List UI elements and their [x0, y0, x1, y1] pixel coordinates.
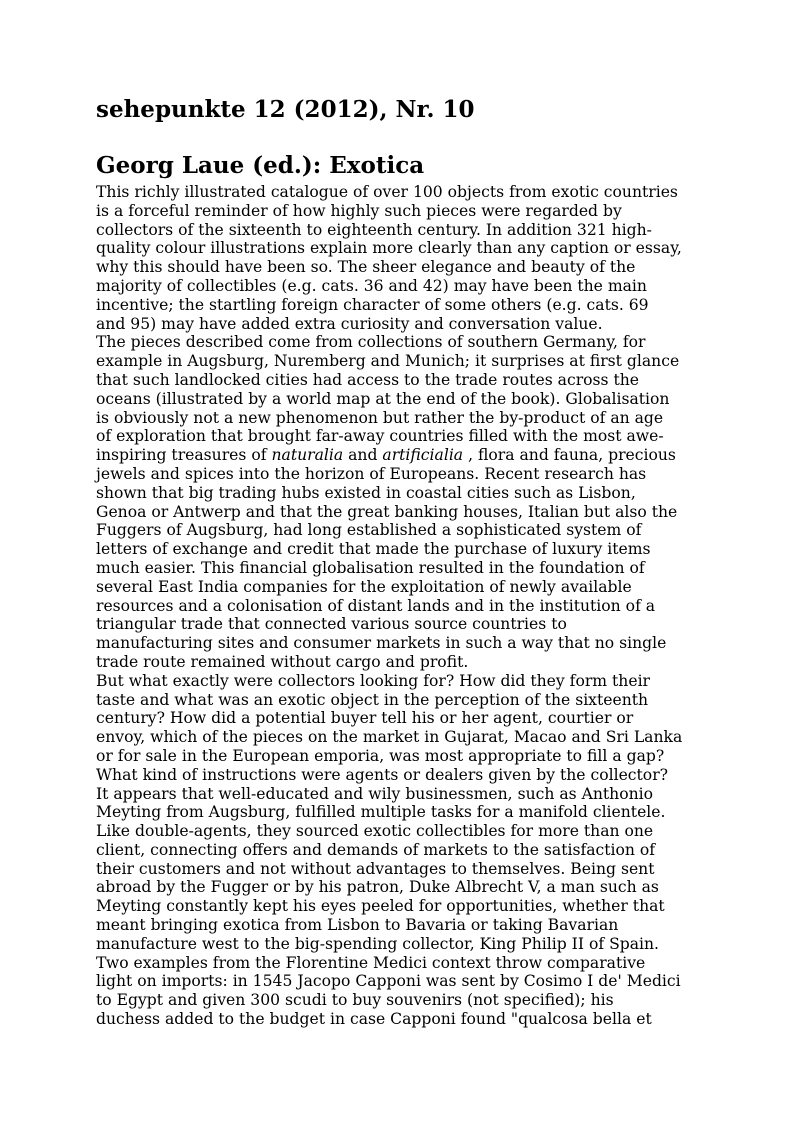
text-segment: envoy, which of the pieces on the market in Gujarat, Macao and Sri Lanka	[96, 728, 683, 747]
text-segment: abroad by the Fugger or by his patron, Duke Albrecht V, a man such as	[96, 878, 659, 897]
text-segment: shown that big trading hubs existed in coastal cities such as Lisbon,	[96, 483, 636, 502]
text-line	[96, 991, 706, 1010]
text-line	[96, 258, 706, 277]
journal-citation: sehepunkte 12 (2012), Nr. 10	[96, 96, 475, 123]
text-segment: trade route remained without cargo and profit.	[96, 652, 469, 671]
text-segment: triangular trade that connected various source countries to	[96, 615, 567, 634]
text-line	[96, 183, 706, 202]
italic-term: naturalia	[271, 446, 344, 465]
document-page	[96, 96, 706, 1029]
text-line	[96, 860, 706, 879]
review-title: Georg Laue (ed.): Exotica	[96, 152, 425, 179]
text-segment: Meyting constantly kept his eyes peeled for opportunities, whether that	[96, 897, 665, 916]
text-segment: majority of collectibles (e.g. cats. 36 and 42) may have been the main	[96, 276, 647, 295]
text-line	[96, 427, 706, 446]
paragraph-3	[96, 672, 706, 1029]
text-line	[96, 803, 706, 822]
text-segment: inspiring treasures of	[96, 446, 272, 465]
text-segment: or for sale in the European emporia, was most appropriate to fill a gap?	[96, 746, 665, 765]
text-segment: Two examples from the Florentine Medici context throw comparative	[96, 953, 646, 972]
text-line	[96, 333, 706, 352]
text-segment: What kind of instructions were agents or dealers given by the collector?	[96, 765, 669, 784]
text-line	[96, 1010, 706, 1029]
text-segment: quality colour illustrations explain more clearly than any caption or essay,	[96, 239, 682, 258]
text-segment: letters of exchange and credit that made the purchase of luxury items	[96, 540, 651, 559]
text-line	[96, 465, 706, 484]
text-line	[96, 691, 706, 710]
text-segment: duchess added to the budget in case Capponi found "qualcosa bella et	[96, 1010, 652, 1029]
text-segment: their customers and not without advantages to themselves. Being sent	[96, 859, 655, 878]
paragraph-1	[96, 183, 706, 333]
text-segment: manufacture west to the big-spending collector, King Philip II of Spain.	[96, 934, 660, 953]
text-line	[96, 371, 706, 390]
text-line	[96, 785, 706, 804]
text-line	[96, 728, 706, 747]
text-line	[96, 841, 706, 860]
italic-term: artificialia	[382, 446, 464, 465]
text-line	[96, 315, 706, 334]
text-segment: example in Augsburg, Nuremberg and Munich; it surprises at first glance	[96, 352, 680, 371]
text-line	[96, 935, 706, 954]
text-segment: manufacturing sites and consumer markets in such a way that no single	[96, 634, 667, 653]
text-segment: client, connecting offers and demands of markets to the satisfaction of	[96, 840, 656, 859]
review-body	[96, 183, 706, 1029]
text-line	[96, 766, 706, 785]
text-segment: collectors of the sixteenth to eighteenth century. In addition 321 high-	[96, 220, 652, 239]
text-segment: incentive; the startling foreign character of some others (e.g. cats. 69	[96, 295, 649, 314]
text-line	[96, 672, 706, 691]
text-segment: Meyting from Augsburg, fulfilled multiple tasks for a manifold clientele.	[96, 803, 666, 822]
text-line	[96, 390, 706, 409]
text-segment: Fuggers of Augsburg, had long established a sophisticated system of	[96, 521, 642, 540]
text-line	[96, 897, 706, 916]
text-segment: meant bringing exotica from Lisbon to Bavaria or taking Bavarian	[96, 916, 619, 935]
text-line	[96, 559, 706, 578]
text-segment: It appears that well-educated and wily businessmen, such as Anthonio	[96, 784, 654, 803]
text-segment: much easier. This financial globalisation resulted in the foundation of	[96, 558, 645, 577]
text-line	[96, 409, 706, 428]
text-segment: light on imports: in 1545 Jacopo Capponi was sent by Cosimo I de' Medici	[96, 972, 681, 991]
text-line	[96, 709, 706, 728]
text-segment: But what exactly were collectors looking for? How did they form their	[96, 671, 651, 690]
text-segment: century? How did a potential buyer tell his or her agent, courtier or	[96, 709, 634, 728]
text-line	[96, 221, 706, 240]
text-segment: and 95) may have added extra curiosity and conversation value.	[96, 314, 603, 333]
text-line	[96, 202, 706, 221]
text-line	[96, 484, 706, 503]
text-segment: , flora and fauna, precious	[463, 446, 676, 465]
text-line	[96, 578, 706, 597]
text-segment: several East India companies for the exploitation of newly available	[96, 577, 632, 596]
text-segment: is a forceful reminder of how highly such pieces were regarded by	[96, 201, 622, 220]
text-segment: taste and what was an exotic object in the perception of the sixteenth	[96, 690, 649, 709]
text-segment: resources and a colonisation of distant lands and in the institution of a	[96, 596, 656, 615]
text-segment: is obviously not a new phenomenon but rather the by-product of an age	[96, 408, 664, 427]
text-segment: jewels and spices into the horizon of Europeans. Recent research has	[96, 464, 647, 483]
text-segment: oceans (illustrated by a world map at the end of the book). Globalisation	[96, 389, 670, 408]
text-line	[96, 503, 706, 522]
text-line	[96, 653, 706, 672]
text-line	[96, 972, 706, 991]
text-segment: why this should have been so. The sheer elegance and beauty of the	[96, 258, 636, 277]
paragraph-2	[96, 333, 706, 671]
text-line	[96, 822, 706, 841]
text-line	[96, 277, 706, 296]
text-segment: that such landlocked cities had access to the trade routes across the	[96, 370, 640, 389]
text-line	[96, 540, 706, 559]
text-segment: The pieces described come from collections of southern Germany, for	[96, 333, 646, 352]
text-line	[96, 521, 706, 540]
text-segment: Genoa or Antwerp and that the great banking houses, Italian but also the	[96, 502, 678, 521]
text-line	[96, 634, 706, 653]
text-line	[96, 747, 706, 766]
text-line	[96, 239, 706, 258]
text-segment: and	[343, 446, 383, 465]
text-segment: to Egypt and given 300 scudi to buy souvenirs (not specified); his	[96, 991, 614, 1010]
text-segment: This richly illustrated catalogue of over 100 objects from exotic countries	[96, 183, 678, 201]
text-line	[96, 597, 706, 616]
text-line	[96, 352, 706, 371]
text-line	[96, 878, 706, 897]
text-line	[96, 954, 706, 973]
text-line	[96, 615, 706, 634]
text-line	[96, 446, 706, 465]
text-segment: Like double-agents, they sourced exotic collectibles for more than one	[96, 822, 654, 841]
text-segment: of exploration that brought far-away countries filled with the most awe-	[96, 427, 664, 446]
text-line	[96, 296, 706, 315]
text-line	[96, 916, 706, 935]
